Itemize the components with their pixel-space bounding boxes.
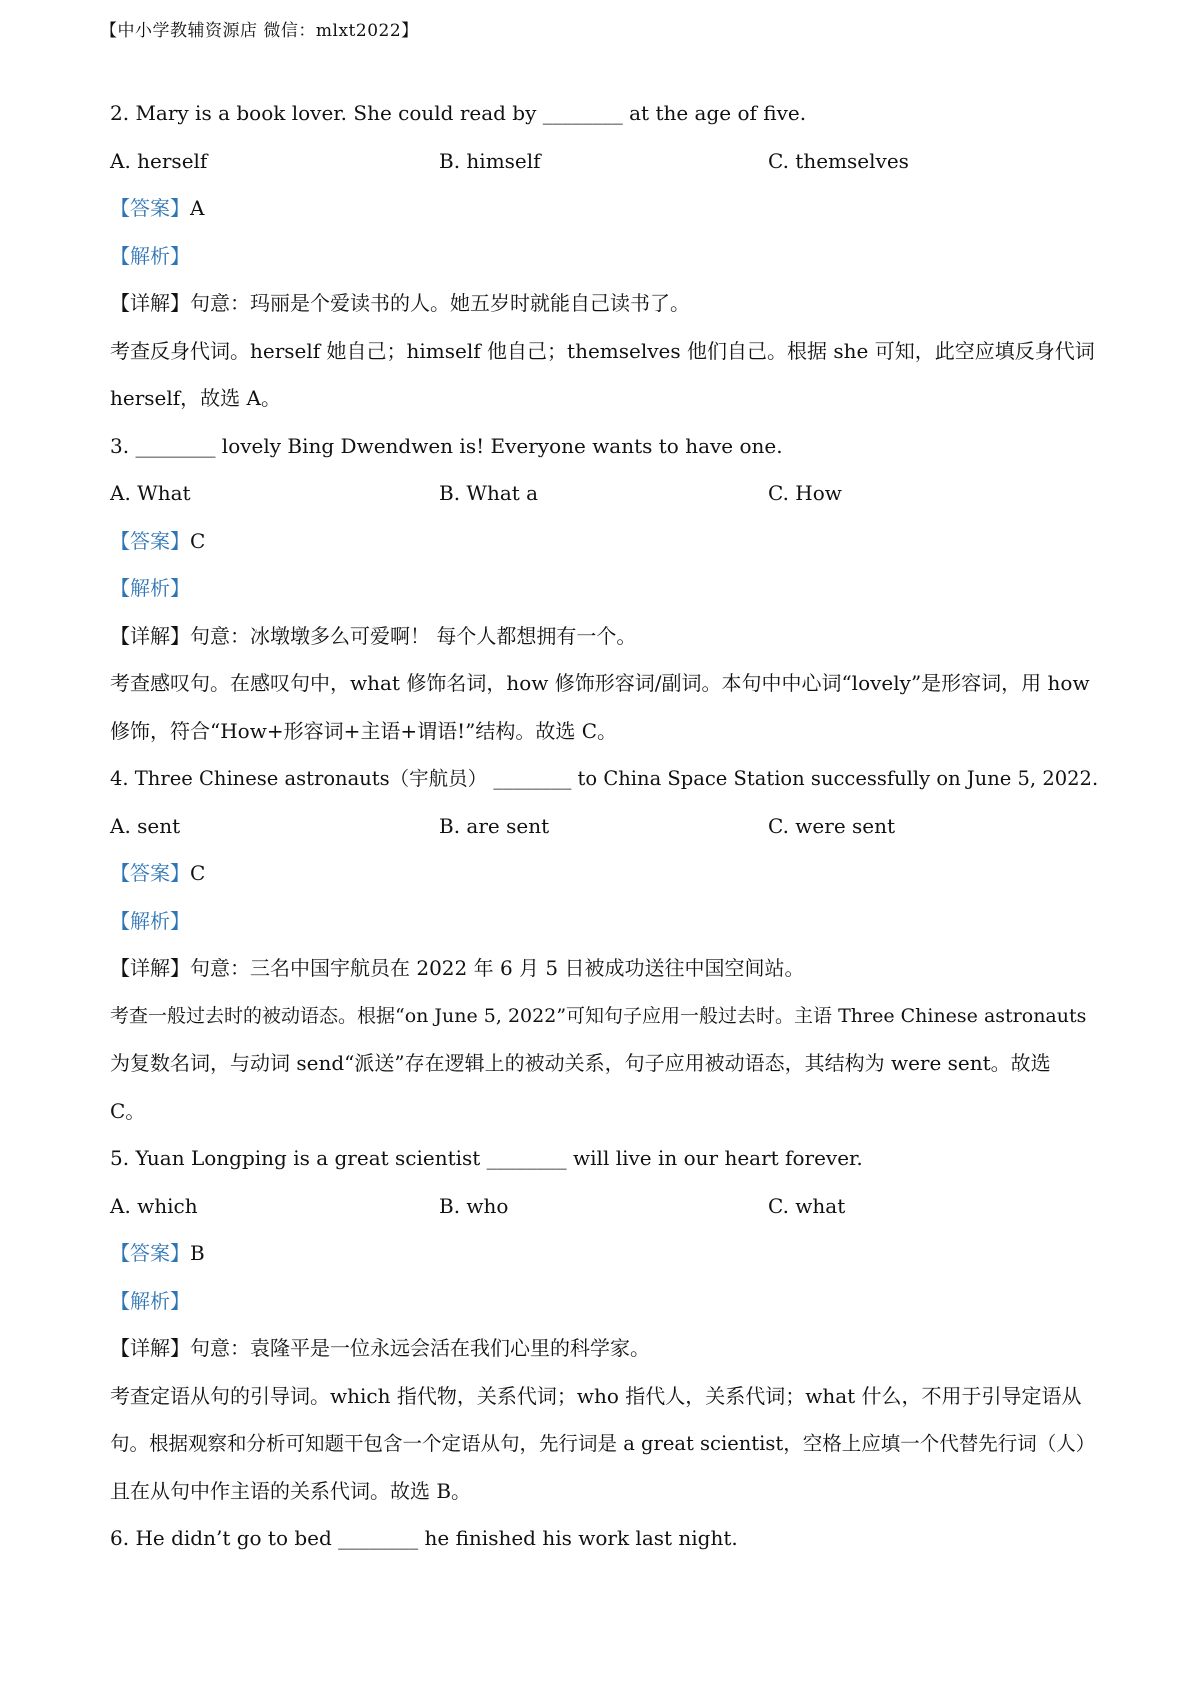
answer-value: C bbox=[190, 861, 206, 885]
analysis-label: 【解析】 bbox=[110, 576, 190, 600]
analysis-4 bbox=[110, 898, 1100, 946]
answer-label: 【答案】 bbox=[110, 861, 190, 885]
analysis-2 bbox=[110, 233, 1100, 281]
detail-text: 句意：玛丽是个爱读书的人。她五岁时就能自己读书了。 bbox=[190, 291, 690, 315]
options-3 bbox=[110, 470, 1100, 518]
question-4: 4. Three Chinese astronauts（宇航员） ________ to China Space Station successfully on June 5, 2022. bbox=[110, 767, 1099, 790]
option-b: B. himself bbox=[439, 148, 541, 173]
options-4 bbox=[110, 803, 1100, 851]
answer-5 bbox=[110, 1230, 1100, 1278]
answer-value: B bbox=[190, 1241, 205, 1265]
option-c: C. How bbox=[768, 481, 842, 505]
analysis-label: 【解析】 bbox=[110, 1288, 190, 1313]
detail-2 bbox=[110, 280, 1100, 328]
answer-value: A bbox=[190, 196, 205, 220]
question-5: 5. Yuan Longping is a great scientist ________ will live in our heart forever. bbox=[110, 1146, 863, 1170]
detail-4 bbox=[110, 945, 1100, 993]
explain-4-line-1: 考查一般过去时的被动语态。根据“on June 5, 2022”可知句子应用一般过去时。主语 Three Chinese astronauts bbox=[110, 1004, 1087, 1027]
analysis-label: 【解析】 bbox=[110, 908, 190, 933]
detail-label: 【详解】 bbox=[110, 956, 190, 980]
option-a: A. herself bbox=[110, 148, 208, 173]
question-3: 3. ________ lovely Bing Dwendwen is! Everyone wants to have one. bbox=[110, 433, 783, 458]
option-a: A. What bbox=[110, 481, 191, 505]
options-2 bbox=[110, 138, 1100, 186]
option-b: B. are sent bbox=[439, 813, 550, 838]
answer-4 bbox=[110, 850, 1100, 898]
explain-5-line-3: 且在从句中作主语的关系代词。故选 B。 bbox=[110, 1478, 472, 1503]
answer-label: 【答案】 bbox=[110, 1241, 190, 1265]
option-a: A. sent bbox=[110, 813, 181, 838]
option-c: C. were sent bbox=[768, 813, 896, 838]
page-header: 【中小学教辅资源店 微信：mlxt2022】 bbox=[100, 21, 419, 41]
explain-4-line-3: C。 bbox=[110, 1098, 146, 1123]
option-c: C. themselves bbox=[768, 148, 909, 173]
document-body bbox=[110, 90, 1100, 1563]
answer-value: C bbox=[190, 528, 206, 553]
answer-2 bbox=[110, 185, 1100, 233]
option-b: B. What a bbox=[439, 481, 539, 505]
detail-label: 【详解】 bbox=[110, 291, 190, 315]
question-2: 2. Mary is a book lover. She could read by ________ at the age of five. bbox=[110, 101, 807, 125]
explain-5-line-2: 句。根据观察和分析可知题干包含一个定语从句，先行词是 a great scientist，空格上应填一个代替先行词（人） bbox=[110, 1432, 1096, 1455]
detail-text: 句意：袁隆平是一位永远会活在我们心里的科学家。 bbox=[190, 1336, 650, 1360]
explain-2-line-2: herself，故选 A。 bbox=[110, 386, 281, 410]
answer-3 bbox=[110, 518, 1100, 566]
answer-label: 【答案】 bbox=[110, 196, 190, 220]
option-b: B. who bbox=[439, 1193, 509, 1218]
option-c: C. what bbox=[768, 1193, 846, 1218]
explain-4-line-2: 为复数名词，与动词 send“派送”存在逻辑上的被动关系，句子应用被动语态，其结构为 were sent。故选 bbox=[110, 1051, 1051, 1075]
detail-label: 【详解】 bbox=[110, 623, 190, 648]
explain-3-line-1: 考查感叹句。在感叹句中，what 修饰名词，how 修饰形容词/副词。本句中中心词“lovely”是形容词，用 how bbox=[110, 671, 1090, 695]
detail-label: 【详解】 bbox=[110, 1336, 190, 1360]
analysis-3 bbox=[110, 565, 1100, 613]
analysis-5 bbox=[110, 1278, 1100, 1326]
detail-3 bbox=[110, 613, 1100, 661]
detail-text: 句意：三名中国宇航员在 2022 年 6 月 5 日被成功送往中国空间站。 bbox=[190, 956, 805, 980]
option-a: A. which bbox=[110, 1193, 198, 1218]
analysis-label: 【解析】 bbox=[110, 243, 190, 268]
explain-5-line-1: 考查定语从句的引导词。which 指代物，关系代词；who 指代人，关系代词；what 什么，不用于引导定语从 bbox=[110, 1383, 1082, 1408]
explain-2-line-1: 考查反身代词。herself 她自己；himself 他自己；themselves 他们自己。根据 she 可知，此空应填反身代词 bbox=[110, 338, 1095, 363]
detail-text: 句意：冰墩墩多么可爱啊！ 每个人都想拥有一个。 bbox=[190, 623, 637, 648]
options-5 bbox=[110, 1183, 1100, 1231]
detail-5 bbox=[110, 1325, 1100, 1373]
answer-label: 【答案】 bbox=[110, 528, 190, 553]
explain-3-line-2: 修饰，符合“How+形容词+主语+谓语!”结构。故选 C。 bbox=[110, 718, 618, 743]
question-6: 6. He didn’t go to bed ________ he finished his work last night. bbox=[110, 1526, 738, 1550]
